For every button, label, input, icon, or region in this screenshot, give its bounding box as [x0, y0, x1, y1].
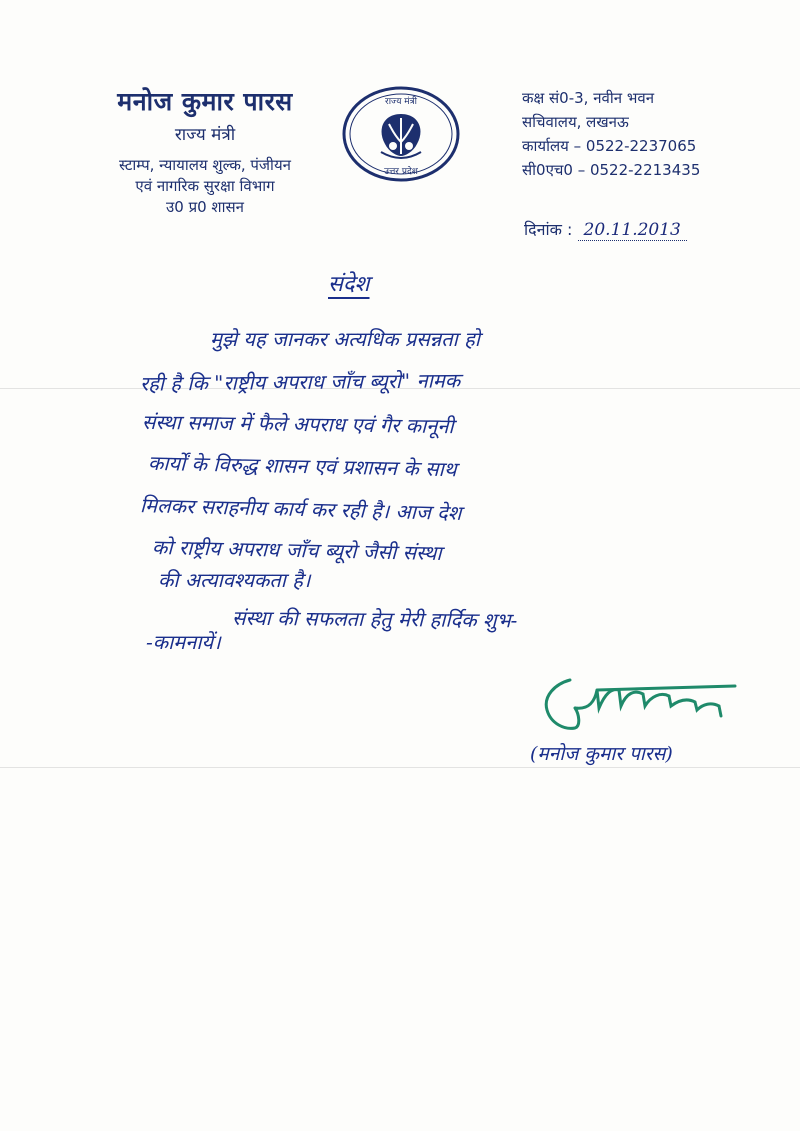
- fold-line: [0, 767, 800, 768]
- message-line: संस्था की सफलता हेतु मेरी हार्दिक शुभ-: [231, 605, 518, 633]
- message-heading: संदेश: [328, 272, 370, 297]
- message-line: मिलकर सराहनीय कार्य कर रही है। आज देश: [139, 493, 462, 525]
- message-line: रही है कि "राष्ट्रीय अपराध जाँच ब्यूरो" नामक: [139, 368, 461, 396]
- date-row: [524, 218, 687, 240]
- message-line: संस्था समाज में फैले अपराध एवं गैर कानूनी: [141, 409, 454, 439]
- uttar-pradesh-emblem-icon: [341, 84, 461, 184]
- address-line-2: सचिवालय, लखनऊ: [522, 113, 629, 131]
- letterhead-sender: [60, 84, 350, 218]
- message-line: -कामनायें।: [146, 630, 221, 654]
- message-line: की अत्यावश्यकता है।: [158, 568, 311, 592]
- date-value: 20.11.2013: [578, 220, 687, 241]
- government-line: उ0 प्र0 शासन: [166, 198, 244, 216]
- message-line: को राष्ट्रीय अपराध जाँच ब्यूरो जैसी संस्था: [151, 534, 442, 566]
- ch-phone: सी0एच0 – 0522-2213435: [522, 161, 701, 179]
- office-phone: कार्यालय – 0522-2237065: [522, 137, 697, 155]
- address-line-1: कक्ष सं0-3, नवीन भवन: [522, 89, 655, 107]
- department-line-1: स्टाम्प, न्यायालय शुल्क, पंजीयन: [119, 156, 291, 174]
- department-line-2: एवं नागरिक सुरक्षा विभाग: [135, 177, 275, 195]
- sender-name: मनोज कुमार पारस: [117, 87, 293, 116]
- message-line: मुझे यह जानकर अत्यधिक प्रसन्नता हो: [210, 327, 480, 351]
- date-label: दिनांक :: [524, 220, 573, 239]
- emblem-top-text: राज्य मंत्री: [385, 97, 417, 107]
- signature-image: [535, 670, 745, 740]
- emblem-bottom-text: उत्तर प्रदेश: [384, 167, 418, 177]
- message-line: कार्यों के विरुद्ध शासन एवं प्रशासन के साथ: [147, 450, 457, 482]
- sender-designation: राज्य मंत्री: [174, 125, 236, 145]
- signed-name: (मनोज कुमार पारस): [530, 743, 673, 765]
- office-address: [522, 86, 700, 182]
